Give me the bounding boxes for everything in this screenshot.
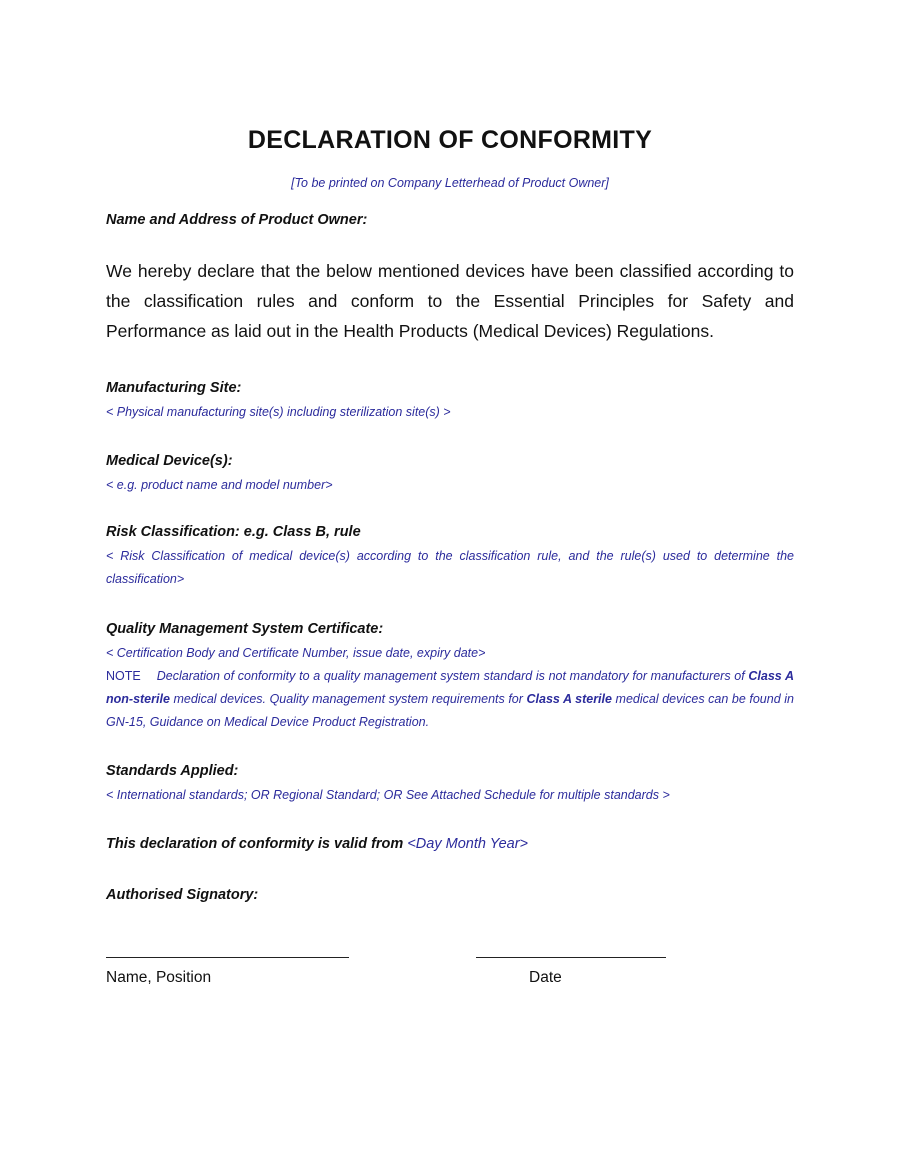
qms-note <box>106 665 794 734</box>
signature-line[interactable] <box>106 957 349 958</box>
risk-classification-label: Risk Classification: e.g. Class B, rule <box>106 524 361 540</box>
note-text-part2: medical devices. Quality management system requirements for <box>169 692 527 706</box>
note-class-a-sterile: Class A sterile <box>526 692 612 706</box>
document-title: DECLARATION OF CONFORMITY <box>247 126 653 154</box>
note-text-part3: medical devices can be found in GN-15, Guidance on Medical Device Product Registration. <box>106 692 794 729</box>
authorised-signatory-label: Authorised Signatory: <box>106 887 259 903</box>
manufacturing-site-placeholder[interactable]: < Physical manufacturing site(s) including sterilization site(s) > <box>106 405 451 419</box>
medical-devices-label: Medical Device(s): <box>106 453 233 469</box>
date-line[interactable] <box>476 957 666 958</box>
validity-statement <box>106 836 528 852</box>
note-tag: NOTE <box>106 669 141 683</box>
qms-certificate-placeholder[interactable]: < Certification Body and Certificate Number, issue date, expiry date> <box>106 646 486 660</box>
date-label: Date <box>529 969 562 986</box>
validity-label: This declaration of conformity is valid from <box>106 836 404 852</box>
risk-classification-placeholder[interactable]: < Risk Classification of medical device(s) according to the classification rule, and the rule(s) used to determine the classification> <box>106 549 794 586</box>
note-text-part1: Declaration of conformity to a quality management system standard is not mandatory for manufacturers of <box>156 669 749 683</box>
standards-applied-placeholder[interactable]: < International standards; OR Regional Standard; OR See Attached Schedule for multiple standards > <box>106 788 670 802</box>
manufacturing-site-label: Manufacturing Site: <box>106 380 242 396</box>
qms-certificate-label: Quality Management System Certificate: <box>106 621 384 637</box>
declaration-statement: We hereby declare that the below mentioned devices have been classified according to the classification rules and conform to the Essential Principles for Safety and Performance as laid out in the Health Products (Medical Devices) Regulations. <box>106 261 794 341</box>
product-owner-label: Name and Address of Product Owner: <box>106 212 368 228</box>
name-position-label: Name, Position <box>106 969 212 986</box>
letterhead-instruction: [To be printed on Company Letterhead of Product Owner] <box>291 176 609 190</box>
note-class-a-non-sterile: Class A non-sterile <box>106 669 794 706</box>
validity-date-placeholder[interactable]: <Day Month Year> <box>407 836 528 852</box>
standards-applied-label: Standards Applied: <box>106 763 239 779</box>
medical-devices-placeholder[interactable]: < e.g. product name and model number> <box>106 478 333 492</box>
